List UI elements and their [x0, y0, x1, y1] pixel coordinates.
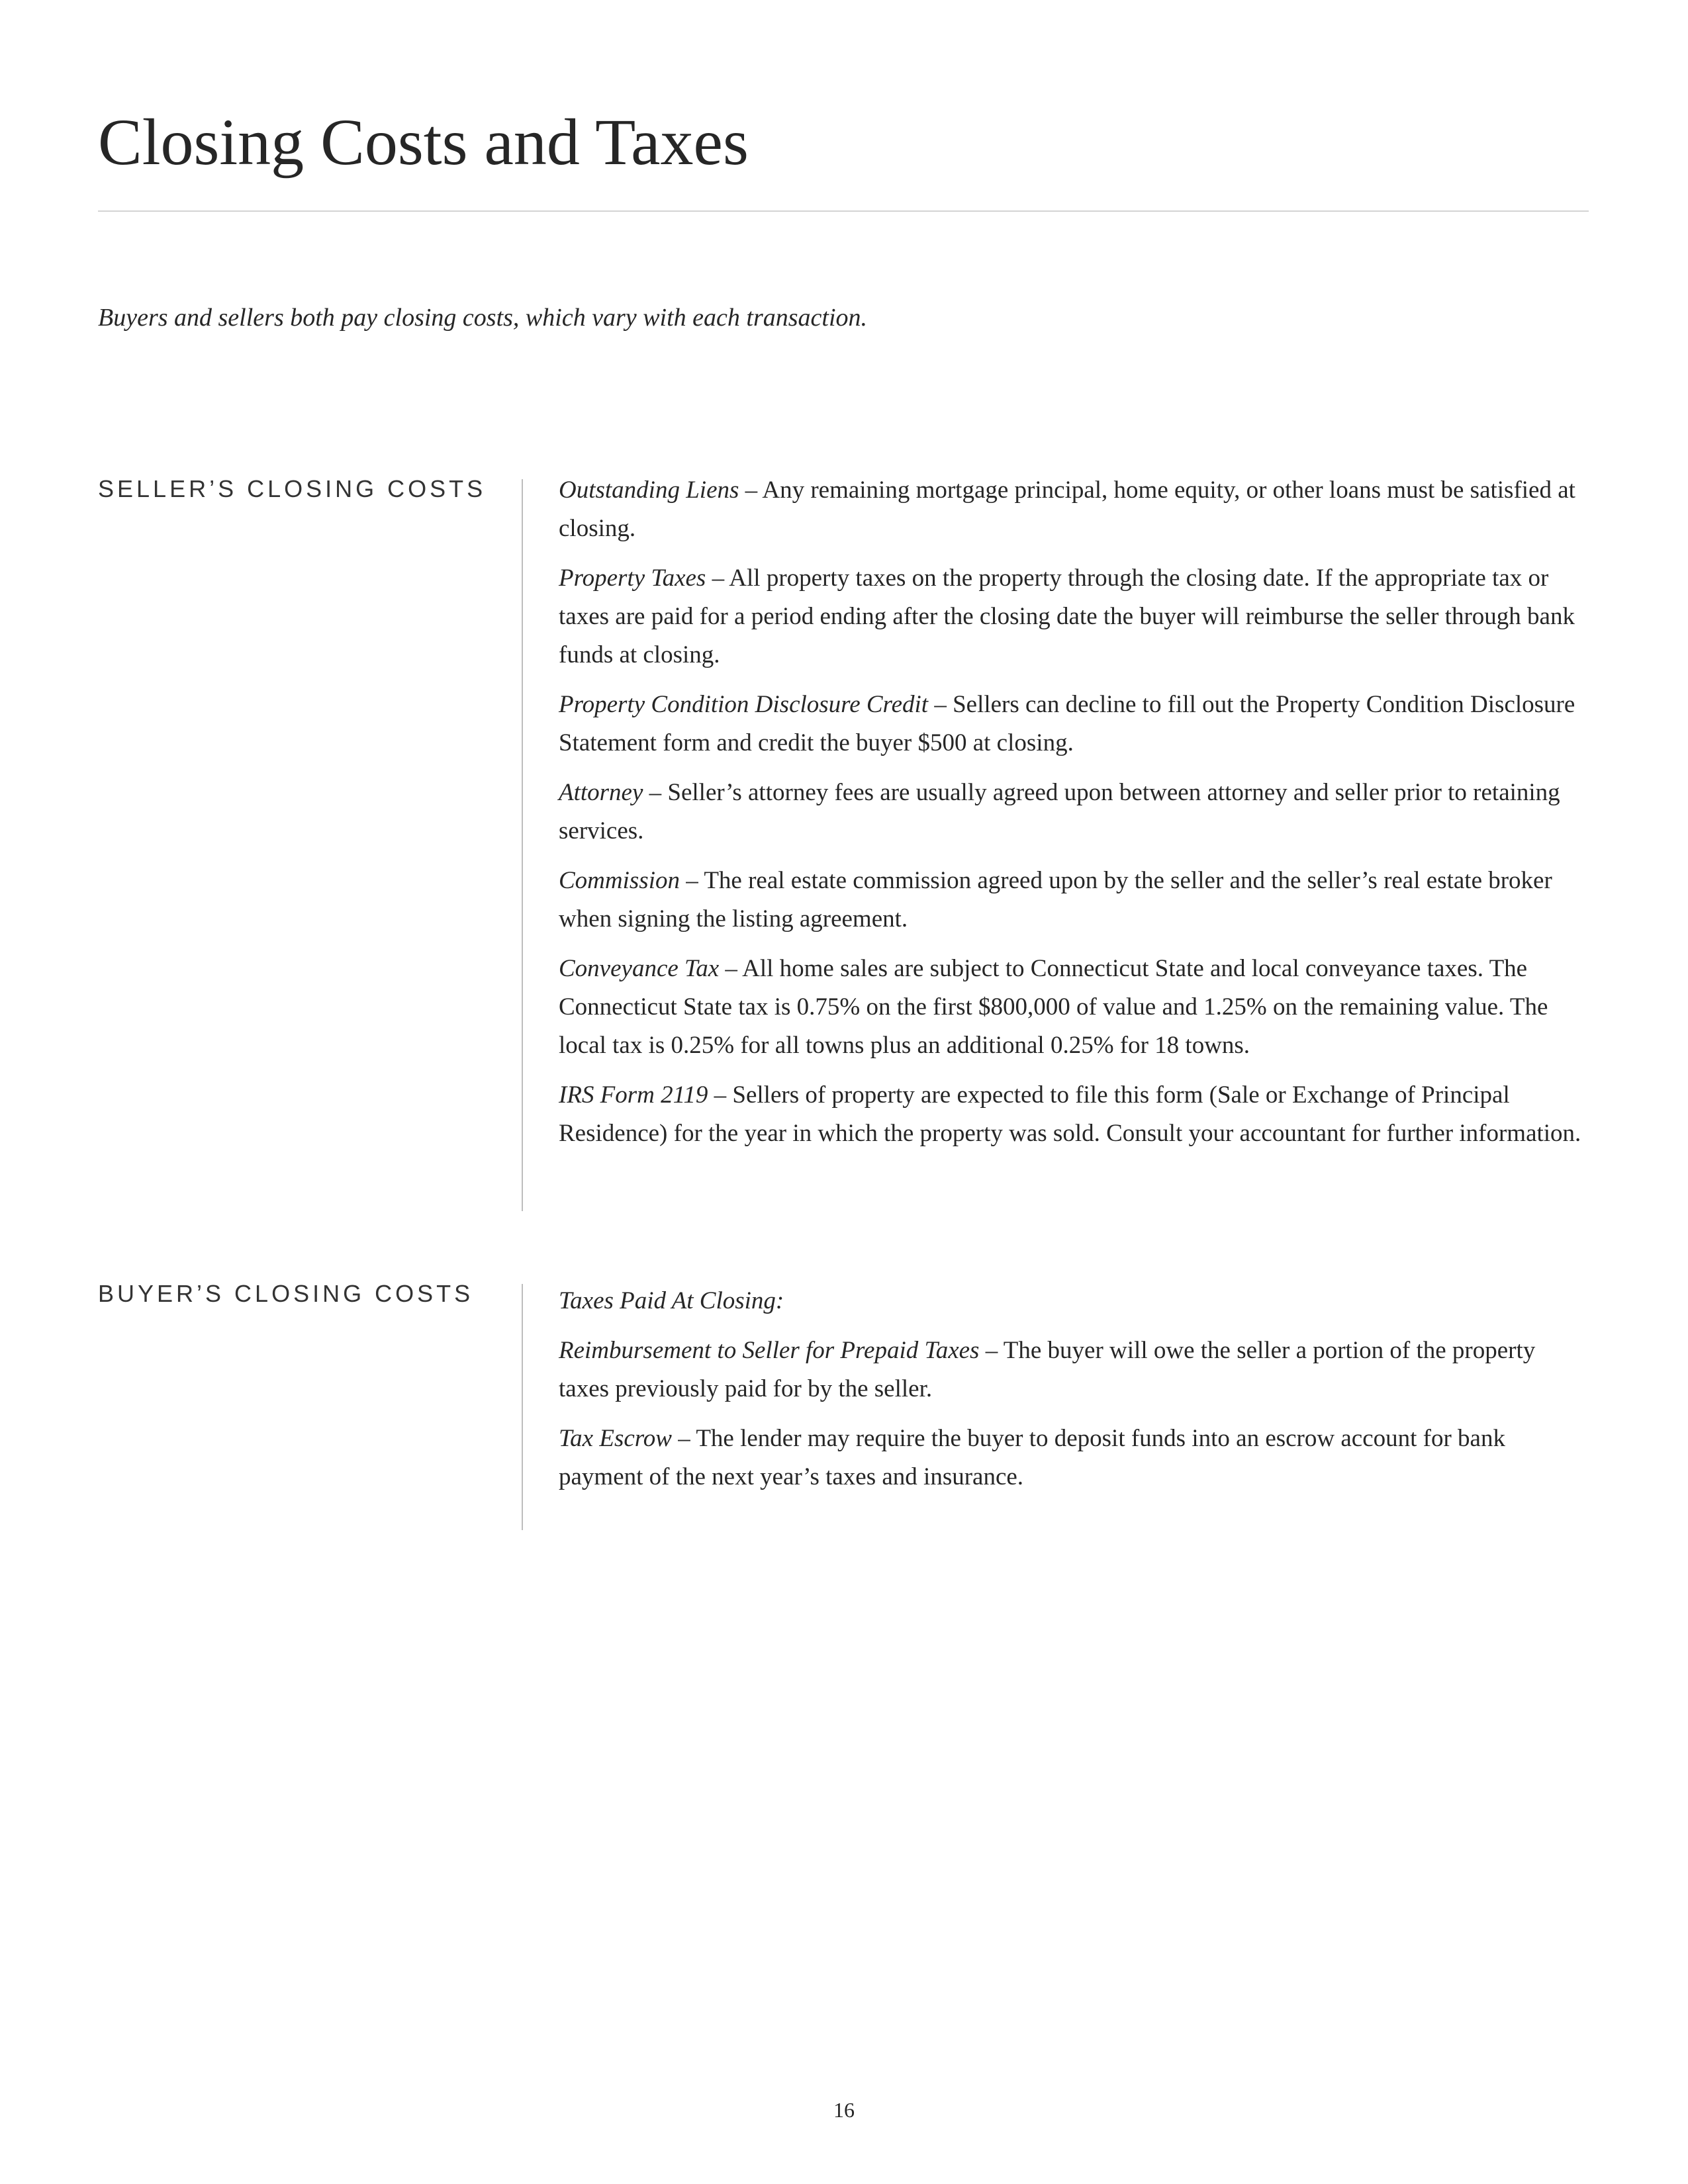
- item-term: Commission: [559, 867, 680, 894]
- item-text: – Sellers can decline to fill out the Property Condition Disclosure Statement form and credit the buyer $500 at closing.: [559, 691, 1575, 756]
- buyer-subheading: [559, 1282, 1591, 1320]
- seller-section-heading: SELLER’S CLOSING COSTS: [98, 475, 487, 502]
- buyer-section-heading: BUYER’S CLOSING COSTS: [98, 1280, 474, 1307]
- item-text: – The lender may require the buyer to deposit funds into an escrow account for bank payment of the next year’s taxes and insurance.: [559, 1425, 1505, 1490]
- seller-item-disclosure-credit: [559, 686, 1591, 762]
- seller-item-outstanding-liens: [559, 471, 1591, 548]
- item-text: – Seller’s attorney fees are usually agreed upon between attorney and seller prior to retaining services.: [559, 779, 1560, 844]
- buyer-section-divider: [522, 1284, 523, 1530]
- intro-text: Buyers and sellers both pay closing costs, which vary with each transaction.: [98, 304, 868, 332]
- title-divider: [98, 210, 1589, 212]
- item-text: – The buyer will owe the seller a portion of the property taxes previously paid for by the seller.: [559, 1337, 1536, 1402]
- item-term: Tax Escrow: [559, 1425, 672, 1452]
- item-term: Property Taxes: [559, 565, 706, 592]
- page-number: 16: [833, 2098, 855, 2122]
- seller-item-commission: [559, 862, 1591, 938]
- item-term: Outstanding Liens: [559, 477, 739, 504]
- item-text: – Sellers of property are expected to file this form (Sale or Exchange of Principal Residence) for the year in which the property was sold. Consult your accountant for further information.: [559, 1081, 1581, 1147]
- item-text: – Any remaining mortgage principal, home equity, or other loans must be satisfied at closing.: [559, 477, 1575, 542]
- buyer-section-body: [559, 1282, 1591, 1508]
- buyer-item-reimbursement: [559, 1332, 1591, 1408]
- seller-item-property-taxes: [559, 559, 1591, 674]
- subheading-text: Taxes Paid At Closing:: [559, 1287, 784, 1314]
- page-title: Closing Costs and Taxes: [98, 105, 749, 179]
- seller-item-attorney: [559, 774, 1591, 850]
- item-term: IRS Form 2119: [559, 1081, 708, 1109]
- seller-section-body: [559, 471, 1591, 1164]
- seller-item-conveyance-tax: [559, 950, 1591, 1065]
- item-term: Attorney: [559, 779, 643, 806]
- item-text: – The real estate commission agreed upon by the seller and the seller’s real estate broker when signing the listing agreement.: [559, 867, 1552, 933]
- item-text: – All home sales are subject to Connecticut State and local conveyance taxes. The Connecticut State tax is 0.75% on the first $800,000 of value and 1.25% on the remaining value. The local tax is 0.25% for all towns plus an additional 0.25% for 18 towns.: [559, 955, 1548, 1059]
- item-term: Reimbursement to Seller for Prepaid Taxes: [559, 1337, 980, 1364]
- item-term: Conveyance Tax: [559, 955, 720, 982]
- buyer-item-tax-escrow: [559, 1420, 1591, 1496]
- seller-item-irs-form: [559, 1076, 1591, 1153]
- item-text: – All property taxes on the property through the closing date. If the appropriate tax or taxes are paid for a period ending after the closing date the buyer will reimburse the seller through bank funds at closing.: [559, 565, 1575, 668]
- item-term: Property Condition Disclosure Credit: [559, 691, 929, 718]
- seller-section-divider: [522, 479, 523, 1211]
